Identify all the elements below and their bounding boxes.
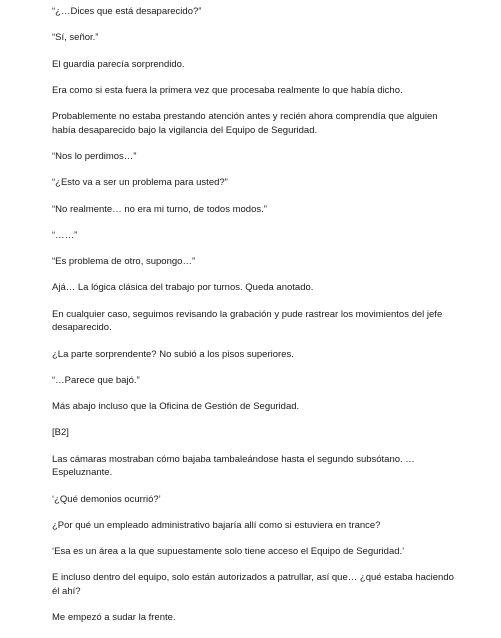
paragraph: E incluso dentro del equipo, solo están autorizados a patrullar, así que… ¿qué estaba haciendo él ahí? bbox=[52, 572, 454, 597]
paragraph: ¿Por qué un empleado administrativo bajaría allí como si estuviera en trance? bbox=[52, 519, 381, 531]
paragraph: “Es problema de otro, supongo…” bbox=[52, 256, 196, 268]
section-marker: [B2] bbox=[52, 427, 69, 439]
paragraph: En cualquier caso, seguimos revisando la grabación y pude rastrear los movimientos del jefe desaparecido. bbox=[52, 308, 443, 334]
paragraph: Me empezó a sudar la frente. bbox=[52, 612, 176, 624]
document-body bbox=[52, 5, 457, 638]
paragraph: “……” bbox=[52, 229, 78, 241]
paragraph: “No realmente… no era mi turno, de todos modos.” bbox=[52, 203, 267, 215]
paragraph: ‘¿Qué demonios ocurrió?’ bbox=[52, 493, 161, 505]
paragraph: “Sí, señor.” bbox=[52, 32, 99, 44]
paragraph: “¿Esto va a ser un problema para usted?” bbox=[52, 177, 228, 189]
paragraph: ‘Esa es un área a la que supuestamente solo tiene acceso el Equipo de Seguridad.’ bbox=[52, 546, 405, 558]
paragraph: Probablemente no estaba prestando atención antes y recién ahora comprendía que alguien había desaparecido bajo la vigilancia del Equipo de Seguridad. bbox=[52, 111, 438, 136]
paragraph: Ajá… La lógica clásica del trabajo por turnos. Queda anotado. bbox=[52, 282, 314, 294]
paragraph: Era como si esta fuera la primera vez que procesaba realmente lo que había dicho. bbox=[52, 84, 403, 96]
paragraph: Más abajo incluso que la Oficina de Gestión de Seguridad. bbox=[52, 401, 300, 413]
paragraph: Las cámaras mostraban cómo bajaba tambaleándose hasta el segundo subsótano. …Espeluznante. bbox=[52, 453, 415, 479]
paragraph: “Nos lo perdimos…” bbox=[52, 150, 137, 162]
paragraph: El guardia parecía sorprendido. bbox=[52, 58, 185, 70]
paragraph: ¿La parte sorprendente? No subió a los pisos superiores. bbox=[52, 348, 294, 360]
paragraph: “¿…Dices que está desaparecido?” bbox=[52, 6, 202, 17]
paragraph: “…Parece que bajó.” bbox=[52, 374, 140, 386]
